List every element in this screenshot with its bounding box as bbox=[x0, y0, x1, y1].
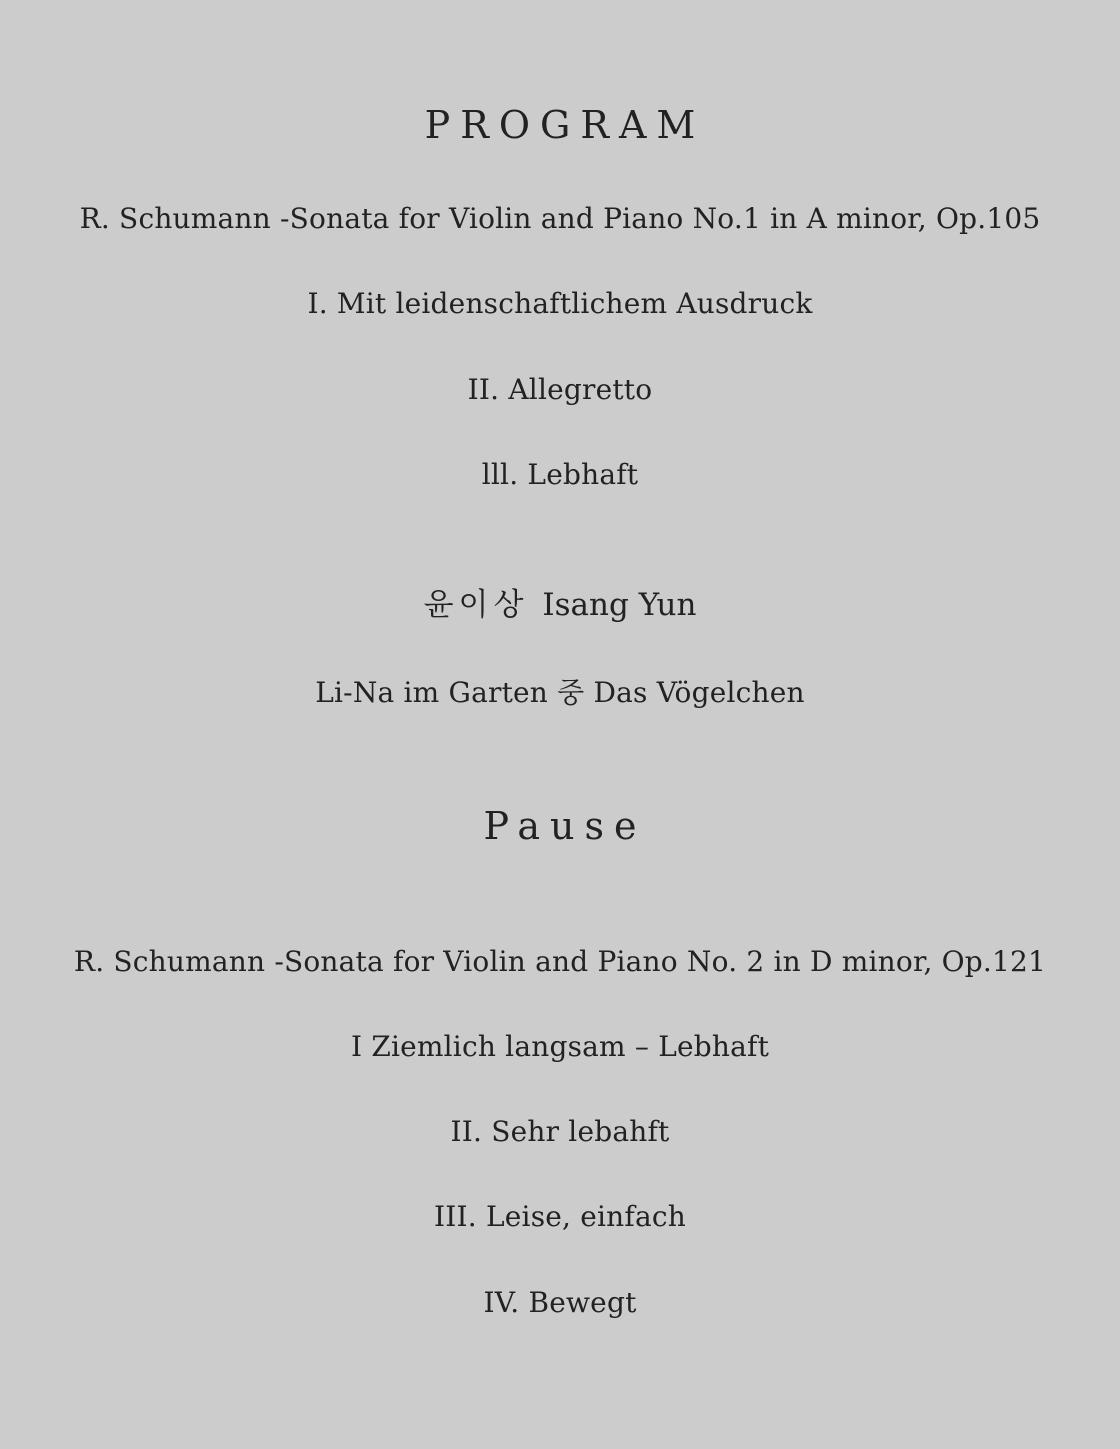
work-title-schumann-sonata-2: R. Schumann -Sonata for Violin and Piano No. 2 in D minor, Op.121 bbox=[73, 945, 1047, 978]
program-title: PROGRAM bbox=[424, 103, 706, 147]
movement-sonata-1-iii: lll. Lebhaft bbox=[481, 458, 639, 491]
composer-name-latin: Isang Yun bbox=[542, 587, 697, 623]
movement-sonata-1-i: I. Mit leidenschaftlichem Ausdruck bbox=[307, 287, 813, 320]
composer-heading-isang-yun bbox=[0, 587, 1120, 623]
movement-sonata-2-iii: III. Leise, einfach bbox=[434, 1200, 686, 1233]
movement-sonata-2-ii: II. Sehr lebahft bbox=[450, 1115, 670, 1148]
movement-sonata-2-i: I Ziemlich langsam – Lebhaft bbox=[350, 1030, 770, 1063]
work-title-li-na-im-garten: Li-Na im Garten 중 Das Vögelchen bbox=[315, 676, 805, 709]
movement-sonata-2-iv: IV. Bewegt bbox=[483, 1286, 637, 1319]
composer-name-korean: 윤이상 bbox=[423, 587, 529, 623]
intermission-heading: Pause bbox=[483, 804, 647, 848]
movement-sonata-1-ii: II. Allegretto bbox=[467, 373, 653, 406]
work-title-schumann-sonata-1: R. Schumann -Sonata for Violin and Piano No.1 in A minor, Op.105 bbox=[79, 202, 1041, 235]
